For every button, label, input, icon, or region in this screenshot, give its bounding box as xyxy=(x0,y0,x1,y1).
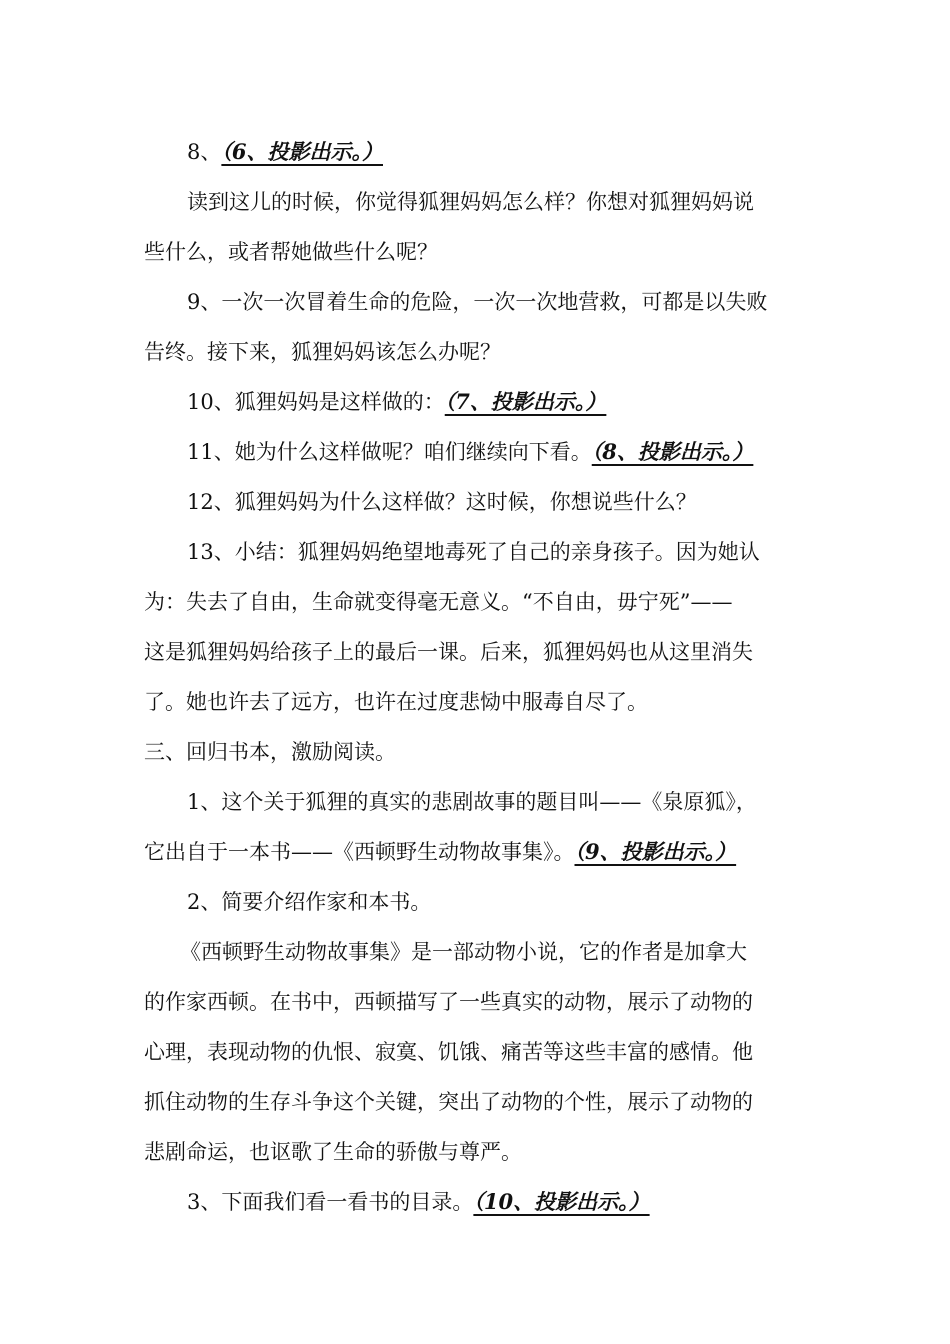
line-text: 9、一次一次冒着生命的危险，一次一次地营救，可都是以失败 xyxy=(187,290,768,314)
line-text: 为：失去了自由，生命就变得毫无意义。“不自由，毋宁死”—— xyxy=(144,590,733,614)
item-11 xyxy=(0,427,950,477)
section-item-1 xyxy=(0,777,950,827)
line-text: 心理，表现动物的仇恨、寂寞、饥饿、痛苦等这些丰富的感情。他 xyxy=(144,1040,753,1064)
line-text: 些什么，或者帮她做些什么呢？ xyxy=(144,240,438,264)
line-text: 8、 xyxy=(187,140,222,164)
line-text: 10、狐狸妈妈是这样做的： xyxy=(187,390,445,414)
paragraph-line xyxy=(0,1027,950,1077)
projection-note: （6、投影出示。） xyxy=(221,139,383,164)
paragraph-line xyxy=(0,327,950,377)
item-9 xyxy=(0,277,950,327)
line-text: 告终。接下来，狐狸妈妈该怎么办呢？ xyxy=(144,340,501,364)
paragraph-line xyxy=(0,977,950,1027)
paragraph-line xyxy=(0,827,950,877)
line-text: 这是狐狸妈妈给孩子上的最后一课。后来，狐狸妈妈也从这里消失 xyxy=(144,640,753,664)
paragraph-line xyxy=(0,927,950,977)
paragraph-line xyxy=(0,627,950,677)
item-12 xyxy=(0,477,950,527)
item-8 xyxy=(0,127,950,177)
paragraph-line xyxy=(0,227,950,277)
line-text: 13、小结：狐狸妈妈绝望地毒死了自己的亲身孩子。因为她认 xyxy=(187,540,760,564)
item-10 xyxy=(0,377,950,427)
line-text: 3、下面我们看一看书的目录。 xyxy=(187,1190,474,1214)
line-text: 12、狐狸妈妈为什么这样做？这时候，你想说些什么？ xyxy=(187,490,697,514)
paragraph-line xyxy=(0,577,950,627)
line-text: 2、简要介绍作家和本书。 xyxy=(187,890,432,914)
projection-note: （9、投影出示。） xyxy=(574,839,737,864)
line-text: 11、她为什么这样做呢？咱们继续向下看。 xyxy=(187,440,592,464)
paragraph-line xyxy=(0,1127,950,1177)
paragraph-line xyxy=(0,177,950,227)
line-text: 读到这儿的时候，你觉得狐狸妈妈怎么样？你想对狐狸妈妈说 xyxy=(187,190,754,214)
item-13 xyxy=(0,527,950,577)
section-item-2 xyxy=(0,877,950,927)
line-text: 抓住动物的生存斗争这个关键，突出了动物的个性，展示了动物的 xyxy=(144,1090,753,1114)
line-text: 1、这个关于狐狸的真实的悲剧故事的题目叫——《泉原狐》， xyxy=(187,790,757,814)
section-heading xyxy=(0,727,950,777)
projection-note: （8、投影出示。） xyxy=(591,439,754,464)
section-item-3 xyxy=(0,1177,950,1227)
line-text: 悲剧命运，也讴歌了生命的骄傲与尊严。 xyxy=(144,1140,522,1164)
line-text: 的作家西顿。在书中，西顿描写了一些真实的动物，展示了动物的 xyxy=(144,990,753,1014)
line-text: 它出自于一本书——《西顿野生动物故事集》。 xyxy=(144,840,575,864)
paragraph-line xyxy=(0,1077,950,1127)
line-text: 三、回归书本，激励阅读。 xyxy=(144,740,396,764)
projection-note: （7、投影出示。） xyxy=(444,389,607,414)
line-text: 了。她也许去了远方，也许在过度悲恸中服毒自尽了。 xyxy=(144,690,648,714)
paragraph-line xyxy=(0,677,950,727)
line-text: 《西顿野生动物故事集》是一部动物小说，它的作者是加拿大 xyxy=(180,940,747,964)
projection-note: （10、投影出示。） xyxy=(473,1189,650,1214)
